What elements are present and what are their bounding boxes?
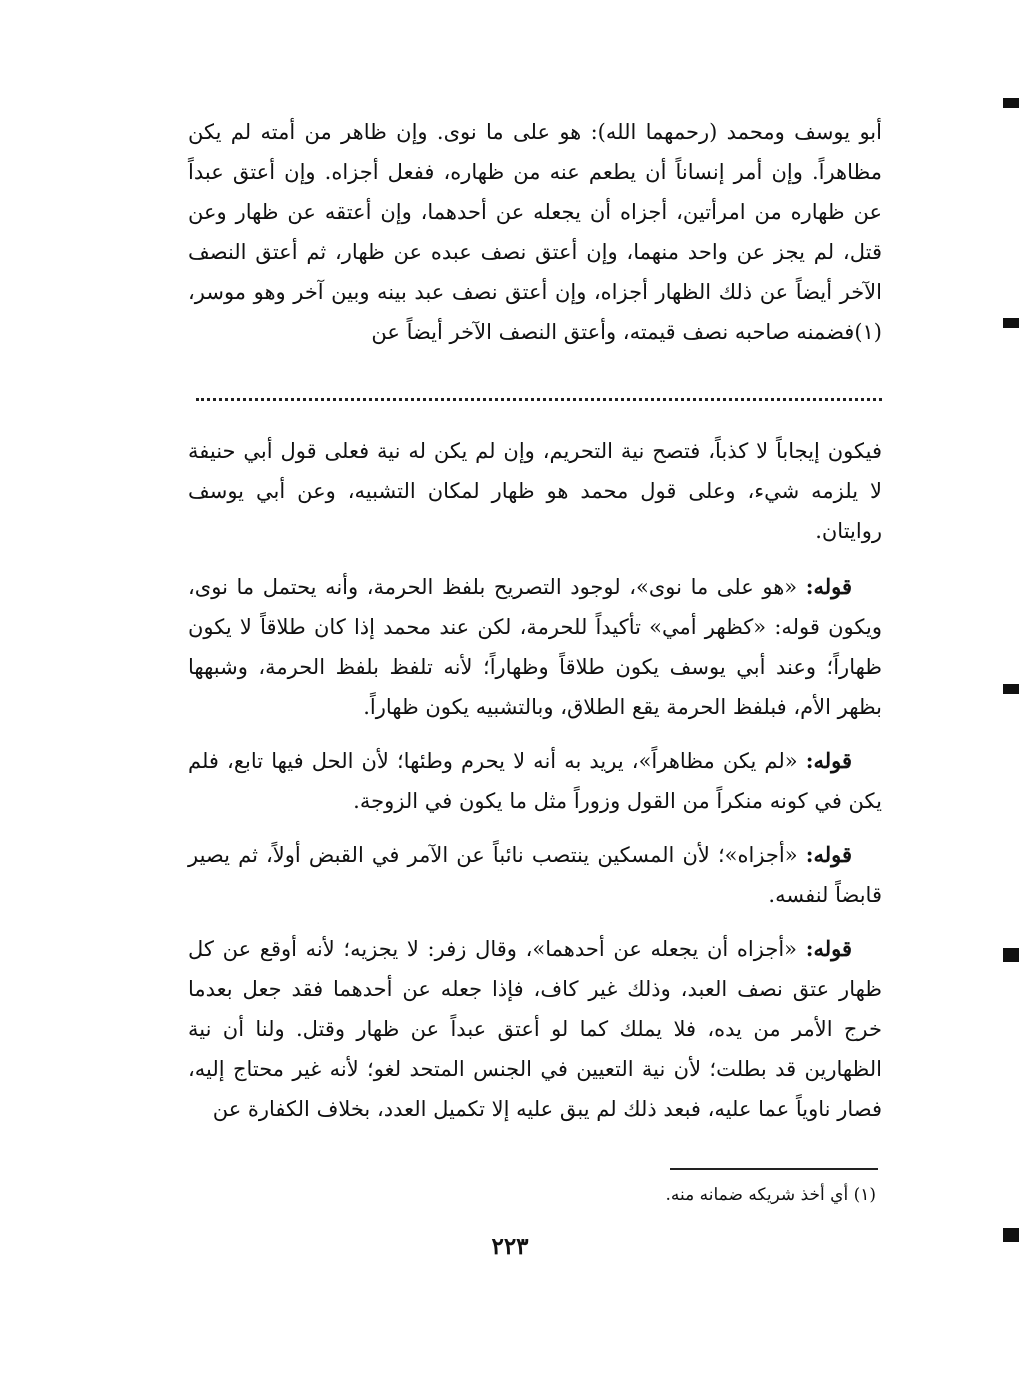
commentary-paragraph	[188, 835, 882, 915]
scan-edge-mark	[1003, 684, 1019, 694]
commentary-text: «أجزاه أن يجعله عن أحدهما»، وقال زفر: لا يجزيه؛ لأنه أوقع عن كل ظهار عتق نصف العبد، وذلك غير كاف، فإذا جعله عن أحدهما فقد جعل بعدما خرج الأمر من يده، فلا يملك كما لو أعتق عبداً عن ظهار وقتل. ولنا أن نية الظهارين قد بطلت؛ لأن نية التعيين في الجنس المتحد لغو؛ لأنه غير محتاج إليه، فصار ناوياً عما عليه، فبعد ذلك لم يبق عليه إلا تكميل العدد، بخلاف الكفارة عن	[188, 937, 882, 1121]
commentary-paragraph	[188, 929, 882, 1129]
page-number: ٢٢٣	[491, 1233, 529, 1260]
footnote: (١) أي أخذ شريكه ضمانه منه.	[665, 1185, 876, 1205]
qawluh-label: قوله:	[805, 574, 852, 599]
scan-edge-mark	[1003, 98, 1019, 108]
main-text-paragraph: أبو يوسف ومحمد (رحمهما الله): هو على ما نوى. وإن ظاهر من أمته لم يكن مظاهراً. وإن أمر إنساناً أن يطعم عنه من ظهاره، ففعل أجزاه. وإن أعتق عبداً عن ظهاره من امرأتين، أجزاه أن يجعله عن أحدهما، وإن أعتقه عن ظهار وعن قتل، لم يجز عن واحد منهما، وإن أعتق نصف عبده عن ظهار، ثم أعتق النصف الآخر أيضاً عن ذلك الظهار أجزاه، وإن أعتق نصف عبد بينه وبين آخر وهو موسر، (١)فضمنه صاحبه نصف قيمته، وأعتق النصف الآخر أيضاً عن	[188, 120, 882, 344]
dotted-separator	[196, 398, 882, 401]
commentary-intro: فيكون إيجاباً لا كذباً، فتصح نية التحريم، وإن لم يكن له نية فعلى قول أبي حنيفة لا يلزمه شيء، وعلى قول محمد هو ظهار لمكان التشبيه، وعن أبي يوسف روايتان.	[188, 439, 882, 543]
scan-edge-mark	[1003, 948, 1019, 962]
qawluh-label: قوله:	[805, 748, 852, 773]
commentary-paragraph	[188, 567, 882, 727]
scan-edge-mark	[1003, 1228, 1019, 1242]
footnote-rule	[670, 1168, 878, 1170]
qawluh-label: قوله:	[805, 842, 852, 867]
scan-edge-mark	[1003, 318, 1019, 328]
commentary-text: «هو على ما نوى»، لوجود التصريح بلفظ الحرمة، وأنه يحتمل ما نوى، ويكون قوله: «كظهر أمي» تأكيداً للحرمة، لكن عند محمد إذا كان طلاقاً لا يكون ظهاراً؛ وعند أبي يوسف يكون طلاقاً وظهاراً؛ لأنه تلفظ بلفظ الحرمة، وشبهها بظهر الأم، فبلفظ الحرمة يقع الطلاق، وبالتشبيه يكون ظهاراً.	[188, 575, 882, 719]
commentary-text: «أجزاه»؛ لأن المسكين ينتصب نائباً عن الآمر في القبض أولاً، ثم يصير قابضاً لنفسه.	[188, 843, 882, 907]
commentary-text: «لم يكن مظاهراً»، يريد به أنه لا يحرم وطئها؛ لأن الحل فيها تابع، فلم يكن في كونه منكراً من القول وزوراً مثل ما يكون في الزوجة.	[188, 749, 882, 813]
commentary-block	[188, 431, 882, 1143]
qawluh-label: قوله:	[805, 936, 852, 961]
commentary-paragraph	[188, 741, 882, 821]
main-text-block	[188, 112, 882, 352]
